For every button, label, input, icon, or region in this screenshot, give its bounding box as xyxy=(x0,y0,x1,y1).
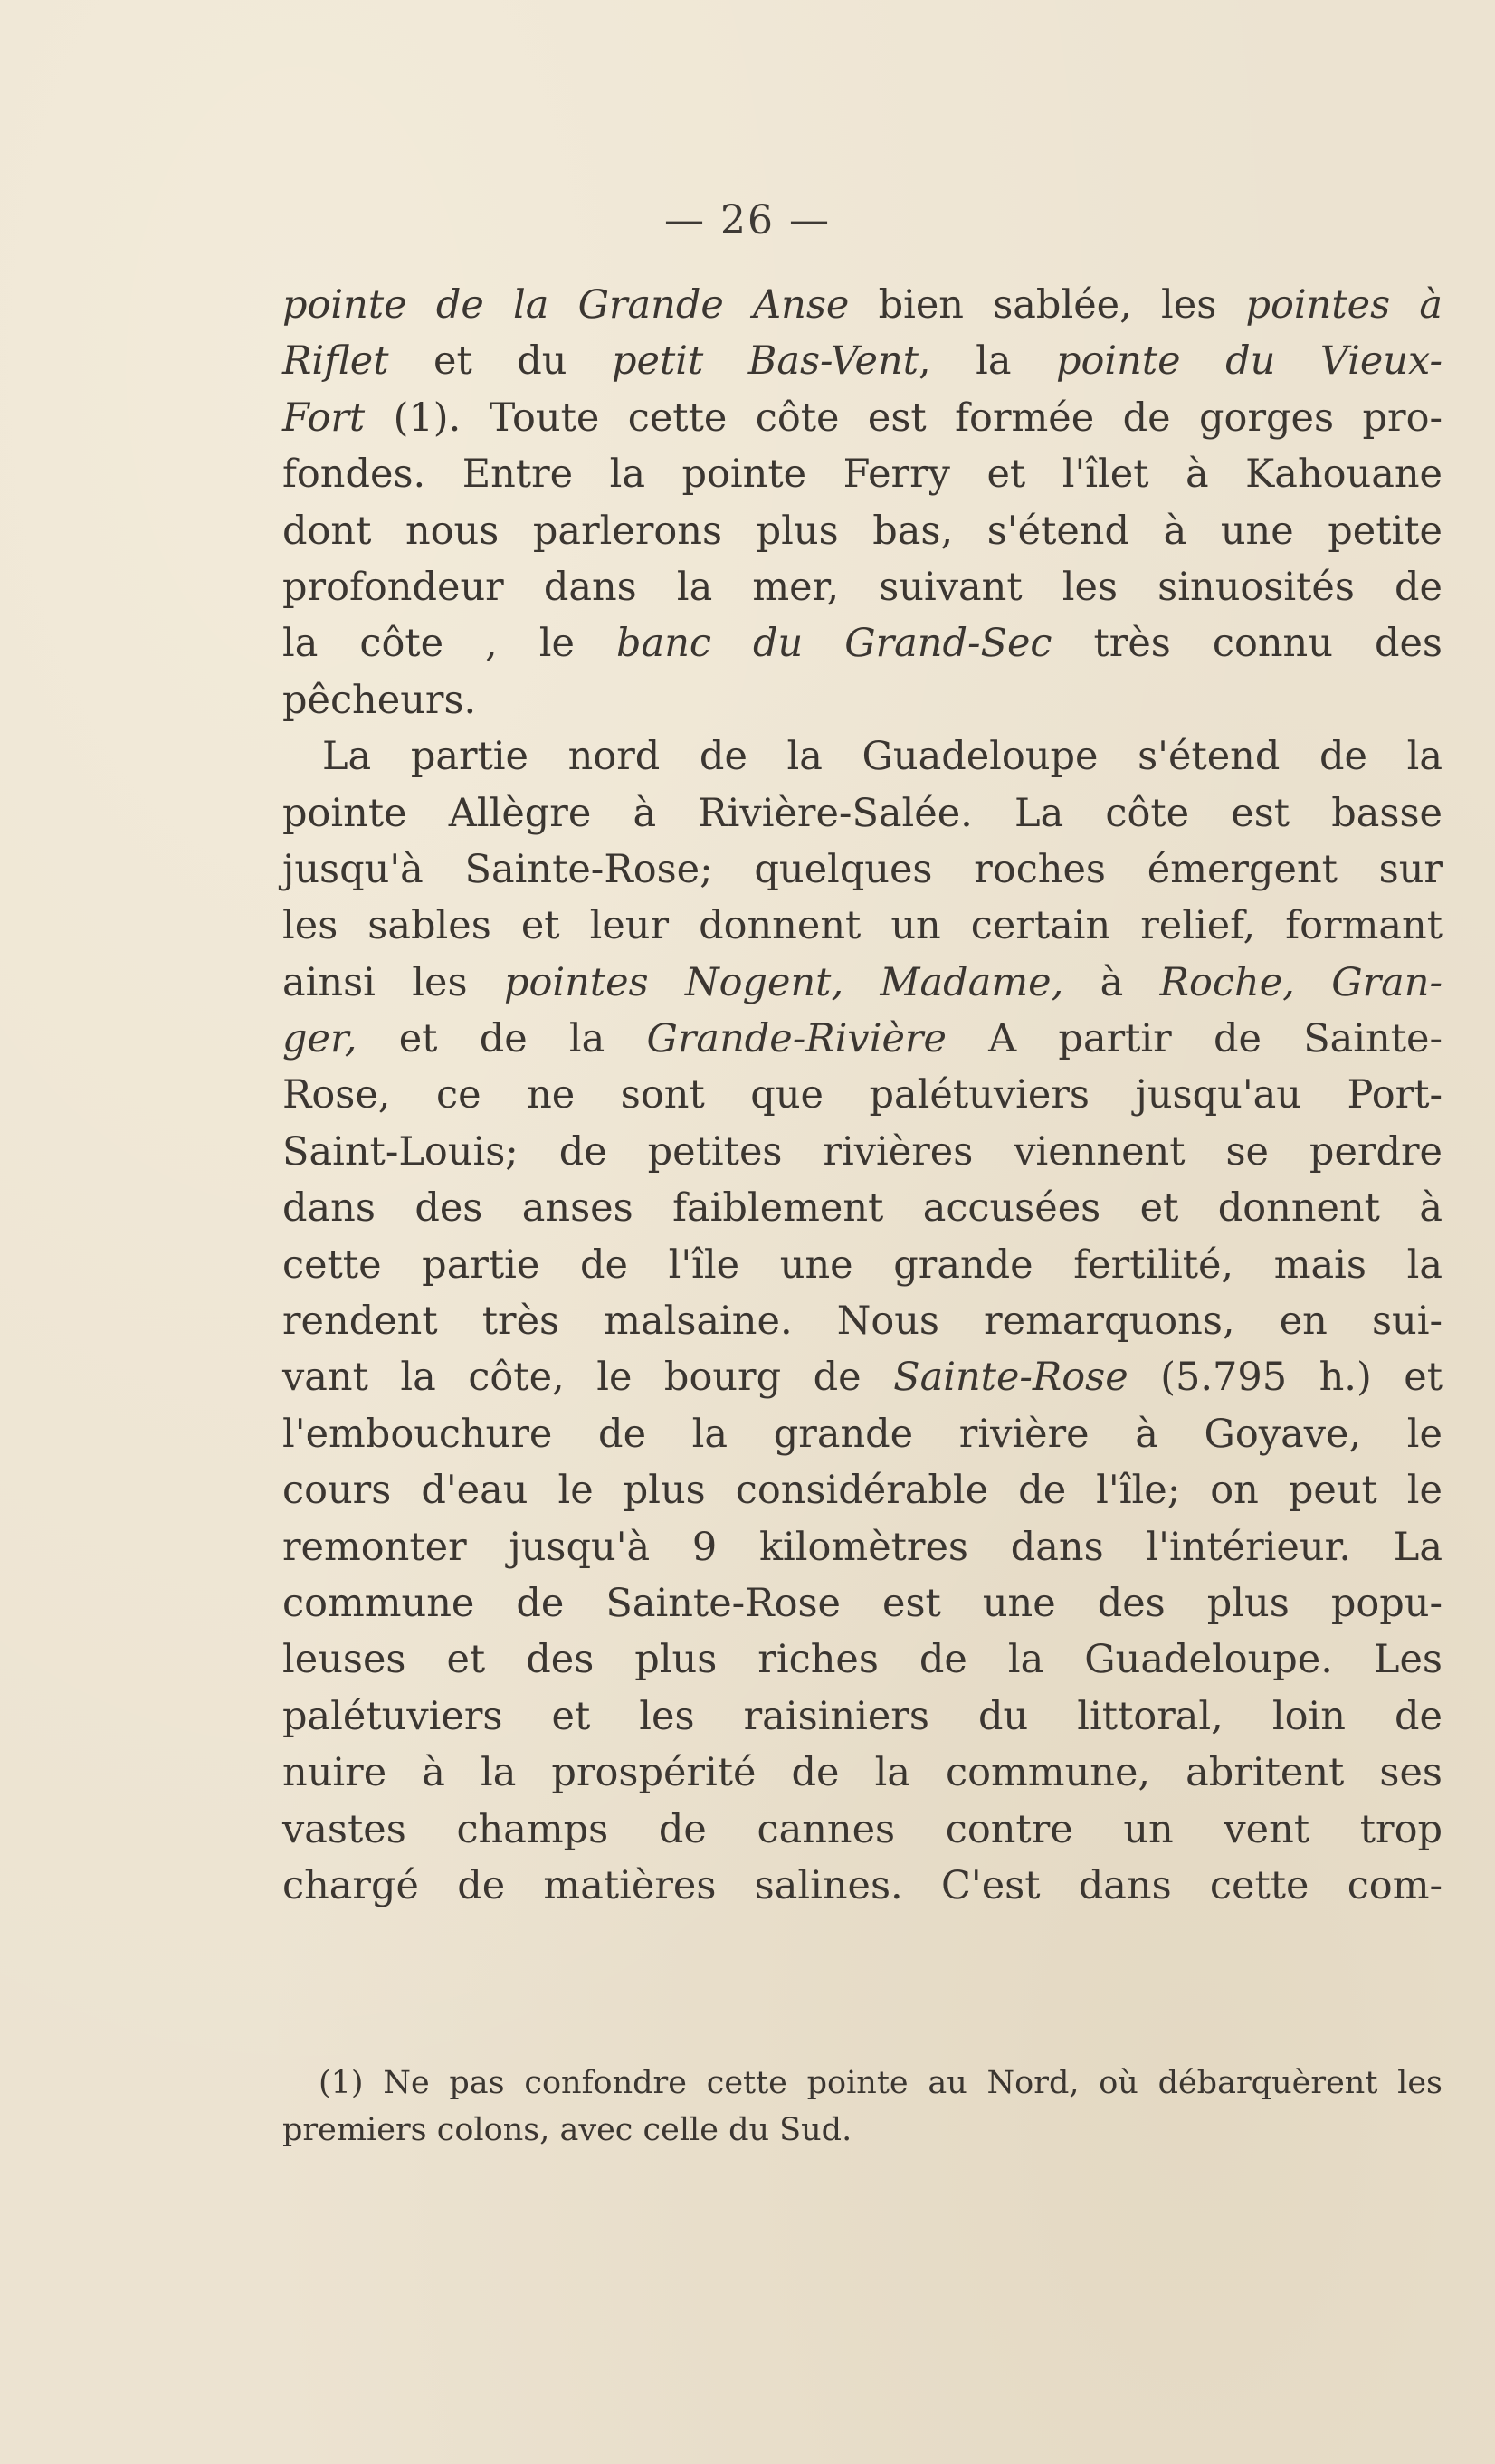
text-segment: bien sablée, les xyxy=(849,282,1246,328)
text-segment: à xyxy=(1063,959,1160,1005)
italic-text: Fort xyxy=(282,395,366,441)
text-segment: premiers colons, avec celle du Sud. xyxy=(282,2112,852,2148)
text-line xyxy=(282,728,1443,785)
text-line xyxy=(282,1349,1443,1405)
text-segment: dans des anses faiblement accusées et donnent à xyxy=(282,1185,1443,1232)
text-segment: chargé de matières salines. C'est dans cette com- xyxy=(282,1862,1443,1908)
italic-text: pointes à xyxy=(1245,282,1443,328)
text-line xyxy=(282,1858,1443,1914)
text-segment: l'embouchure de la grande rivière à Goyave, le xyxy=(282,1411,1443,1457)
italic-text: Grande-Rivière xyxy=(646,1016,947,1062)
italic-text: ger, xyxy=(282,1016,357,1062)
text-segment: palétuviers et les raisiniers du littoral, loin de xyxy=(282,1693,1443,1739)
text-line xyxy=(282,559,1443,615)
italic-text: Riflet xyxy=(282,338,389,385)
text-segment: profondeur dans la mer, suivant les sinuosités de xyxy=(282,564,1443,610)
text-line xyxy=(282,333,1443,389)
text-line xyxy=(282,1237,1443,1293)
text-line xyxy=(282,277,1443,333)
text-line xyxy=(282,1462,1443,1518)
italic-text: petit Bas-Vent xyxy=(611,338,919,385)
text-line xyxy=(282,503,1443,559)
text-line xyxy=(282,898,1443,954)
text-line xyxy=(282,1575,1443,1632)
text-line xyxy=(282,446,1443,502)
text-segment: vastes champs de cannes contre un vent trop xyxy=(282,1806,1443,1852)
italic-text: Sainte-Rose xyxy=(893,1355,1128,1401)
text-segment: cette partie de l'île une grande fertilité, mais la xyxy=(282,1242,1443,1288)
text-segment: ainsi les xyxy=(282,959,504,1005)
text-line xyxy=(282,1406,1443,1462)
footnote-line xyxy=(282,2060,1443,2107)
text-line xyxy=(282,955,1443,1011)
text-segment: commune de Sainte-Rose est une des plus popu- xyxy=(282,1580,1443,1626)
text-line xyxy=(282,1745,1443,1801)
text-segment: rendent très malsaine. Nous remarquons, en sui- xyxy=(282,1299,1443,1345)
footnote xyxy=(282,2060,1443,2154)
text-segment: pêcheurs. xyxy=(282,677,477,723)
text-line xyxy=(282,672,1443,728)
text-segment: et du xyxy=(388,338,612,385)
text-line xyxy=(282,1011,1443,1067)
italic-text: pointe de la Grande Anse xyxy=(282,282,850,328)
text-line xyxy=(282,1632,1443,1688)
text-segment: (1). Toute cette côte est formée de gorges pro- xyxy=(365,395,1443,441)
text-line xyxy=(282,1067,1443,1123)
page-number: — 26 — xyxy=(664,197,831,243)
text-segment: La partie nord de la Guadeloupe s'étend de la xyxy=(322,734,1443,780)
text-line xyxy=(282,1124,1443,1180)
text-line xyxy=(282,615,1443,671)
text-segment: , la xyxy=(918,338,1057,385)
italic-text: Roche, Gran- xyxy=(1159,959,1443,1005)
text-line xyxy=(282,842,1443,898)
text-segment: très connu des xyxy=(1052,621,1443,667)
text-line xyxy=(282,1180,1443,1236)
italic-text: banc du Grand-Sec xyxy=(616,621,1052,667)
body-text xyxy=(282,277,1443,1914)
text-segment: remonter jusqu'à 9 kilomètres dans l'intérieur. La xyxy=(282,1524,1443,1570)
text-line xyxy=(282,785,1443,842)
text-line xyxy=(282,1689,1443,1745)
text-segment: (5.795 h.) et xyxy=(1128,1355,1443,1401)
text-segment: Saint-Louis; de petites rivières viennent se perdre xyxy=(282,1128,1443,1175)
italic-text: pointes Nogent, Madame, xyxy=(503,959,1064,1005)
text-line xyxy=(282,1802,1443,1858)
text-segment: et de la xyxy=(357,1016,647,1062)
italic-text: pointe du Vieux- xyxy=(1056,338,1443,385)
text-segment: dont nous parlerons plus bas, s'étend à une petite xyxy=(282,508,1443,554)
text-segment: cours d'eau le plus considérable de l'île; on peut le xyxy=(282,1468,1443,1514)
text-segment: Rose, ce ne sont que palétuviers jusqu'au Port- xyxy=(282,1072,1443,1118)
text-segment: A partir de Sainte- xyxy=(946,1016,1443,1062)
text-line xyxy=(282,1519,1443,1575)
text-segment: jusqu'à Sainte-Rose; quelques roches émergent sur xyxy=(282,846,1443,892)
text-segment: la côte , le xyxy=(282,621,617,667)
text-segment: les sables et leur donnent un certain relief, formant xyxy=(282,903,1443,949)
text-segment: leuses et des plus riches de la Guadeloupe. Les xyxy=(282,1637,1443,1683)
footnote-line xyxy=(282,2107,1443,2154)
text-segment: (1) Ne pas confondre cette pointe au Nord, où débarquèrent les xyxy=(319,2065,1443,2101)
text-line xyxy=(282,1293,1443,1349)
text-segment: fondes. Entre la pointe Ferry et l'îlet à Kahouane xyxy=(282,452,1443,498)
text-line xyxy=(282,390,1443,446)
text-segment: nuire à la prospérité de la commune, abritent ses xyxy=(282,1750,1443,1796)
text-segment: vant la côte, le bourg de xyxy=(282,1355,894,1401)
text-segment: pointe Allègre à Rivière-Salée. La côte est basse xyxy=(282,790,1443,836)
